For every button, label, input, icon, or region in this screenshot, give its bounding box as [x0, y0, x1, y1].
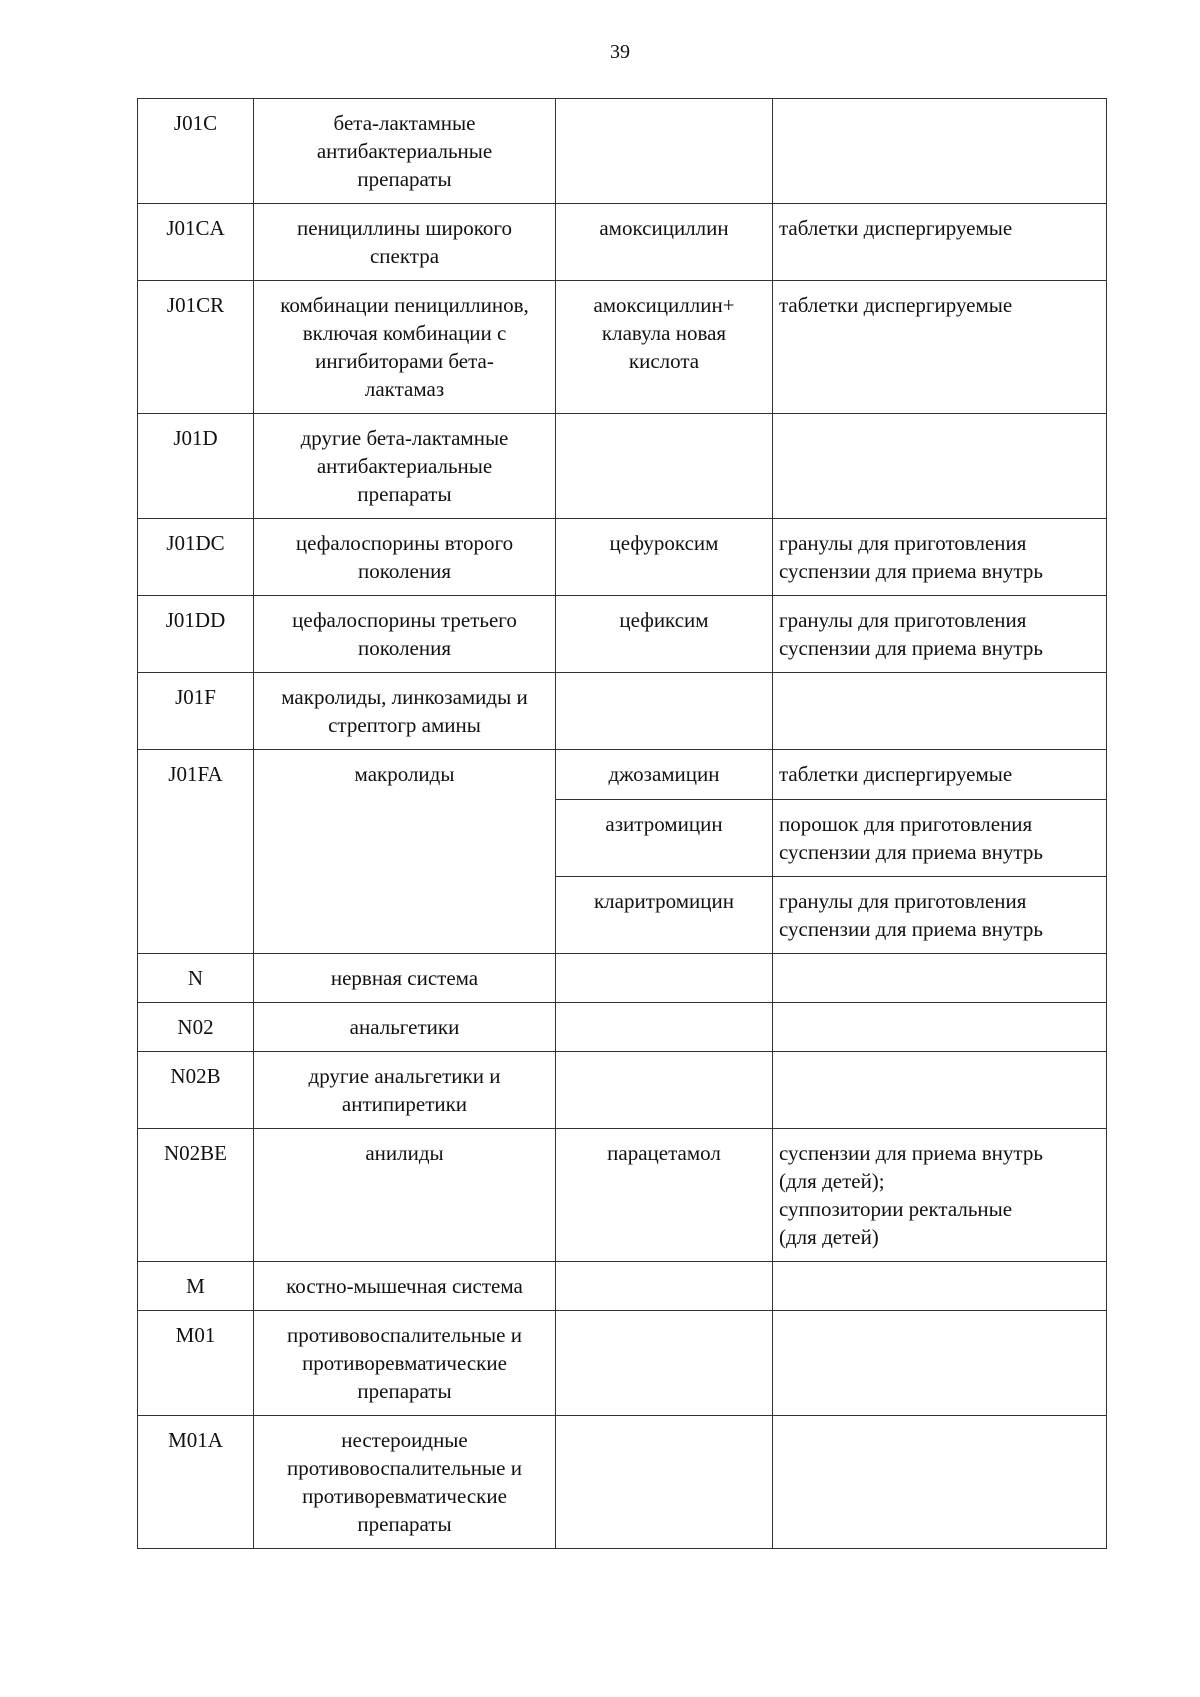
drug-cell — [556, 414, 773, 519]
table-row — [138, 673, 1107, 750]
form-cell: гранулы для приготовления суспензии для приема внутрь — [773, 596, 1107, 673]
atc-code-cell: N02BE — [138, 1129, 254, 1262]
group-cell: нервная система — [254, 954, 556, 1003]
drug-cell — [556, 1052, 773, 1129]
group-cell: цефалоспорины второго поколения — [254, 519, 556, 596]
form-cell: таблетки диспергируемые — [773, 281, 1107, 414]
table-row — [138, 414, 1107, 519]
drug-cell — [556, 673, 773, 750]
atc-code-cell: J01D — [138, 414, 254, 519]
form-cell — [773, 1311, 1107, 1416]
table-row — [138, 1129, 1107, 1262]
form-cell — [773, 673, 1107, 750]
table-row — [138, 954, 1107, 1003]
form-cell: порошок для приготовления суспензии для приема внутрь — [773, 800, 1107, 877]
drug-cell: парацетамол — [556, 1129, 773, 1262]
atc-code-cell: J01DC — [138, 519, 254, 596]
drug-cell: азитромицин — [556, 800, 773, 877]
group-cell: макролиды — [254, 750, 556, 954]
group-cell: анилиды — [254, 1129, 556, 1262]
group-cell: анальгетики — [254, 1003, 556, 1052]
form-cell — [773, 1003, 1107, 1052]
drug-cell: амоксициллин+ клавула новая кислота — [556, 281, 773, 414]
table-row — [138, 1262, 1107, 1311]
atc-code-cell: N — [138, 954, 254, 1003]
form-cell — [773, 1416, 1107, 1549]
drug-cell — [556, 1416, 773, 1549]
table-row — [138, 750, 1107, 800]
drug-cell: джозамицин — [556, 750, 773, 800]
atc-code-cell: J01FA — [138, 750, 254, 954]
table-row — [138, 1311, 1107, 1416]
table-row — [138, 1052, 1107, 1129]
group-cell: другие бета-лактамные антибактериальные препараты — [254, 414, 556, 519]
form-cell — [773, 99, 1107, 204]
form-cell: гранулы для приготовления суспензии для приема внутрь — [773, 877, 1107, 954]
form-cell: таблетки диспергируемые — [773, 750, 1107, 800]
drug-cell — [556, 1311, 773, 1416]
form-cell — [773, 1262, 1107, 1311]
group-cell: пенициллины широкого спектра — [254, 204, 556, 281]
form-cell: суспензии для приема внутрь (для детей); суппозитории ректальные (для детей) — [773, 1129, 1107, 1262]
atc-code-cell: J01F — [138, 673, 254, 750]
drug-cell: цефиксим — [556, 596, 773, 673]
form-cell: таблетки диспергируемые — [773, 204, 1107, 281]
form-cell: гранулы для приготовления суспензии для приема внутрь — [773, 519, 1107, 596]
group-cell: нестероидные противовоспалительные и противоревматические препараты — [254, 1416, 556, 1549]
atc-code-cell: M01 — [138, 1311, 254, 1416]
atc-code-cell: J01DD — [138, 596, 254, 673]
group-cell: костно-мышечная система — [254, 1262, 556, 1311]
group-cell: другие анальгетики и антипиретики — [254, 1052, 556, 1129]
form-cell — [773, 1052, 1107, 1129]
atc-code-cell: J01CR — [138, 281, 254, 414]
atc-code-cell: J01CA — [138, 204, 254, 281]
drug-cell — [556, 954, 773, 1003]
table-row — [138, 519, 1107, 596]
atc-code-cell: N02B — [138, 1052, 254, 1129]
atc-code-cell: N02 — [138, 1003, 254, 1052]
group-cell: комбинации пенициллинов, включая комбинации с ингибиторами бета- лактамаз — [254, 281, 556, 414]
table-row — [138, 204, 1107, 281]
drug-cell: цефуроксим — [556, 519, 773, 596]
group-cell: макролиды, линкозамиды и стрептогр амины — [254, 673, 556, 750]
atc-code-cell: M01A — [138, 1416, 254, 1549]
table-row — [138, 99, 1107, 204]
table-row — [138, 596, 1107, 673]
drug-table — [137, 98, 1107, 1549]
drug-cell — [556, 99, 773, 204]
table-row — [138, 1416, 1107, 1549]
group-cell: бета-лактамные антибактериальные препараты — [254, 99, 556, 204]
table-row — [138, 1003, 1107, 1052]
atc-code-cell: M — [138, 1262, 254, 1311]
atc-code-cell: J01C — [138, 99, 254, 204]
drug-cell: амоксициллин — [556, 204, 773, 281]
drug-cell — [556, 1262, 773, 1311]
page-number: 39 — [610, 41, 630, 63]
form-cell — [773, 414, 1107, 519]
table-row — [138, 281, 1107, 414]
form-cell — [773, 954, 1107, 1003]
drug-cell — [556, 1003, 773, 1052]
group-cell: цефалоспорины третьего поколения — [254, 596, 556, 673]
drug-cell: кларитромицин — [556, 877, 773, 954]
group-cell: противовоспалительные и противоревматические препараты — [254, 1311, 556, 1416]
